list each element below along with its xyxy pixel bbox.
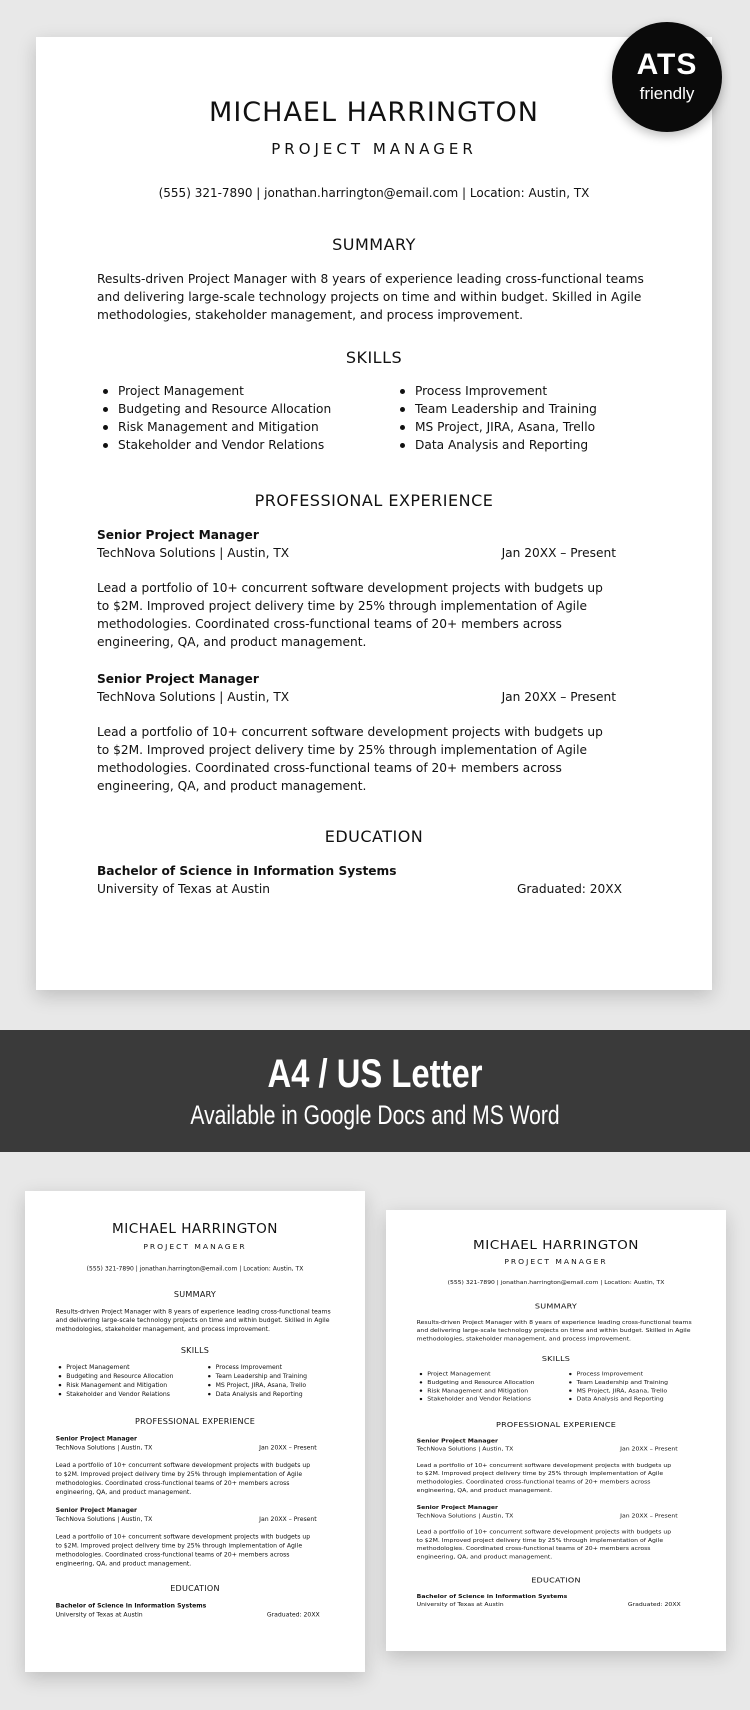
skill-item: Team Leadership and Training: [566, 1378, 707, 1386]
contact-line: (555) 321-7890 | jonathan.harrington@email.com | Location: Austin, TX: [447, 1278, 665, 1286]
job-description: Lead a portfolio of 10+ concurrent software development projects with budgets up to $2M. Improved project delivery time by 25% through implementation of Agile methodologies. Coordinated cross-functional teams of 20+ members across engineering, QA, and product management.: [97, 725, 603, 793]
job-dates: Jan 20XX – Present: [620, 1445, 678, 1453]
job-company: TechNova Solutions | Austin, TX: [416, 1445, 514, 1453]
job-description: Lead a portfolio of 10+ concurrent software development projects with budgets up to $2M. Improved project delivery time by 25% through implementation of Agile methodologies. Coordinated cross-functional teams of 20+ members across engineering, QA, and product management.: [416, 1461, 672, 1494]
job-title: Senior Project Manager: [416, 1437, 499, 1444]
skill-item: Data Analysis and Reporting: [566, 1395, 707, 1403]
experience-heading: PROFESSIONAL EXPERIENCE: [134, 1416, 256, 1427]
skill-item: Process Improvement: [205, 1363, 346, 1372]
degree: Bachelor of Science in Information Systems: [55, 1602, 207, 1610]
graduation-date: Graduated: 20XX: [516, 882, 622, 896]
job-description: Lead a portfolio of 10+ concurrent software development projects with budgets up to $2M. Improved project delivery time by 25% through implementation of Agile methodologies. Coordinated cross-functional teams of 20+ members across engineering, QA, and product management.: [416, 1528, 672, 1560]
badge-title: ATS: [636, 48, 698, 81]
resume-preview-us-letter: [386, 1210, 726, 1651]
job-company: TechNova Solutions | Austin, TX: [97, 690, 290, 704]
degree: Bachelor of Science in Information Systems: [416, 1592, 568, 1600]
job-dates: Jan 20XX – Present: [501, 546, 616, 560]
graduation-date: Graduated: 20XX: [627, 1601, 681, 1608]
skill-item: Budgeting and Resource Allocation: [56, 1371, 197, 1380]
job-company: TechNova Solutions | Austin, TX: [416, 1512, 514, 1519]
job-dates: Jan 20XX – Present: [259, 1515, 317, 1523]
resume-name: MICHAEL HARRINGTON: [209, 97, 539, 128]
skill-item: Risk Management and Mitigation: [417, 1386, 558, 1394]
skills-list-right: [205, 1363, 346, 1399]
summary-text: Results-driven Project Manager with 8 years of experience leading cross-functional teams and delivering large-scale technology projects on time and within budget. Skilled in Agile methodologies, stakeholder management, and process improvement.: [55, 1307, 331, 1333]
skill-item: Stakeholder and Vendor Relations: [56, 1389, 197, 1398]
skill-item: Risk Management and Mitigation: [56, 1380, 197, 1389]
school: University of Texas at Austin: [416, 1601, 504, 1608]
skill-item: Project Management: [56, 1363, 197, 1372]
skills-heading: SKILLS: [180, 1345, 210, 1356]
school: University of Texas at Austin: [97, 882, 270, 896]
education-heading: EDUCATION: [170, 1583, 220, 1594]
job-company: TechNova Solutions | Austin, TX: [97, 546, 290, 560]
contact-line: (555) 321-7890 | jonathan.harrington@email.com | Location: Austin, TX: [86, 1265, 304, 1273]
skills-list-left: [97, 382, 377, 454]
summary-text: Results-driven Project Manager with 8 years of experience leading cross-functional teams and delivering large-scale technology projects on time and within budget. Skilled in Agile methodologies, stakeholder management, and process improvement.: [97, 272, 644, 322]
skills-heading: SKILLS: [541, 1353, 571, 1363]
resume-role: PROJECT MANAGER: [504, 1257, 608, 1266]
format-banner: [0, 1030, 750, 1152]
job-dates: Jan 20XX – Present: [501, 690, 616, 704]
skills-heading: SKILLS: [345, 348, 403, 367]
skills-list-left: [417, 1370, 558, 1403]
job-company: TechNova Solutions | Austin, TX: [55, 1515, 153, 1523]
job-description: Lead a portfolio of 10+ concurrent software development projects with budgets up to $2M. Improved project delivery time by 25% through implementation of Agile methodologies. Coordinated cross-functional teams of 20+ members across engineering, QA, and product management.: [55, 1533, 311, 1567]
resume-document: [25, 1191, 365, 1665]
experience-heading: PROFESSIONAL EXPERIENCE: [495, 1420, 617, 1429]
resume-role: PROJECT MANAGER: [271, 140, 477, 158]
job-company: TechNova Solutions | Austin, TX: [55, 1444, 153, 1452]
job-title: Senior Project Manager: [416, 1503, 499, 1511]
skill-item: Team Leadership and Training: [394, 400, 674, 418]
degree: Bachelor of Science in Information Systems: [97, 864, 397, 878]
summary-text: Results-driven Project Manager with 8 years of experience leading cross-functional teams and delivering large-scale technology projects on time and within budget. Skilled in Agile methodologies, stakeholder management, and process improvement.: [416, 1318, 692, 1342]
education-heading: EDUCATION: [531, 1575, 581, 1585]
skill-item: MS Project, JIRA, Asana, Trello: [205, 1380, 346, 1389]
skill-item: Team Leadership and Training: [205, 1371, 346, 1380]
skill-item: Project Management: [417, 1370, 558, 1378]
resume-name: MICHAEL HARRINGTON: [473, 1237, 639, 1253]
job-dates: Jan 20XX – Present: [259, 1444, 317, 1452]
ats-friendly-badge: [612, 22, 722, 132]
graduation-date: Graduated: 20XX: [266, 1611, 320, 1619]
skill-item: Stakeholder and Vendor Relations: [417, 1395, 558, 1403]
skill-item: Data Analysis and Reporting: [394, 436, 674, 454]
skill-item: Process Improvement: [566, 1370, 707, 1378]
education-heading: EDUCATION: [324, 827, 424, 846]
resume-name: MICHAEL HARRINGTON: [112, 1220, 278, 1237]
resume-preview-a4: [25, 1191, 365, 1672]
resume-role: PROJECT MANAGER: [143, 1242, 247, 1252]
skill-item: Project Management: [97, 382, 377, 400]
skill-item: Stakeholder and Vendor Relations: [97, 436, 377, 454]
job-title: Senior Project Manager: [55, 1506, 138, 1514]
skills-list-right: [394, 382, 674, 454]
school: University of Texas at Austin: [55, 1611, 143, 1619]
summary-heading: SUMMARY: [534, 1301, 578, 1311]
job-title: Senior Project Manager: [97, 672, 259, 686]
skill-item: Budgeting and Resource Allocation: [97, 400, 377, 418]
summary-heading: SUMMARY: [173, 1289, 217, 1299]
skill-item: Budgeting and Resource Allocation: [417, 1378, 558, 1386]
skill-item: MS Project, JIRA, Asana, Trello: [566, 1386, 707, 1394]
badge-subtitle: friendly: [639, 84, 695, 103]
contact-line: (555) 321-7890 | jonathan.harrington@email.com | Location: Austin, TX: [158, 186, 590, 200]
skill-item: Data Analysis and Reporting: [205, 1389, 346, 1398]
banner-title: A4 / US Letter: [267, 1052, 483, 1096]
job-description: Lead a portfolio of 10+ concurrent software development projects with budgets up to $2M. Improved project delivery time by 25% through implementation of Agile methodologies. Coordinated cross-functional teams of 20+ members across engineering, QA, and product management.: [97, 581, 603, 649]
job-description: Lead a portfolio of 10+ concurrent software development projects with budgets up to $2M. Improved project delivery time by 25% through implementation of Agile methodologies. Coordinated cross-functional teams of 20+ members across engineering, QA, and product management.: [55, 1461, 311, 1496]
resume-document: [386, 1210, 726, 1651]
resume-preview-main: [36, 37, 712, 990]
skill-item: MS Project, JIRA, Asana, Trello: [394, 418, 674, 436]
banner-subtitle: Available in Google Docs and MS Word: [190, 1100, 560, 1130]
job-title: Senior Project Manager: [55, 1435, 138, 1443]
job-dates: Jan 20XX – Present: [620, 1512, 678, 1519]
skills-list-left: [56, 1363, 197, 1399]
skills-list-right: [566, 1370, 707, 1403]
skill-item: Risk Management and Mitigation: [97, 418, 377, 436]
job-title: Senior Project Manager: [97, 528, 259, 542]
summary-heading: SUMMARY: [332, 235, 416, 254]
skill-item: Process Improvement: [394, 382, 674, 400]
resume-document: [36, 37, 712, 990]
experience-heading: PROFESSIONAL EXPERIENCE: [254, 491, 494, 510]
